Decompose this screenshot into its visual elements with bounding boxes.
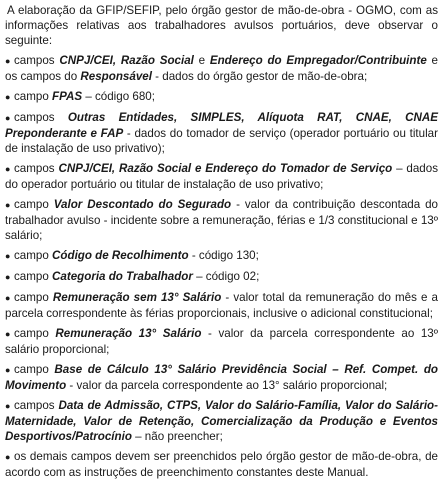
bullet-icon: ● <box>5 272 11 282</box>
document-body <box>0 3 443 480</box>
bullet-icon: ● <box>5 113 11 123</box>
bullet-icon: ● <box>5 452 11 462</box>
bullet-icon: ● <box>5 164 11 174</box>
bullet-icon: ● <box>5 293 11 303</box>
list-item: ● campo Remuneração 13° Salário - valor da parcela correspondente ao 13º salário proporcional; <box>5 327 438 356</box>
bullet-icon: ● <box>5 92 11 102</box>
list-item: ● campos Outras Entidades, SIMPLES, Alíquota RAT, CNAE, CNAE Preponderante e FAP - dados do tomador de serviço (operador portuário ou titular de instalação de uso privativo); <box>5 111 438 155</box>
intro-paragraph: A elaboração da GFIP/SEFIP, pelo órgão gestor de mão-de-obra - OGMO, com as informações relativas aos trabalhadores avulsos portuários, deve observar o seguinte: <box>5 4 438 47</box>
bullet-icon: ● <box>5 401 11 411</box>
list-item: ● campos CNPJ/CEI, Razão Social e Endereço do Tomador de Serviço – dados do operador portuário ou titular de instalação de uso privativo; <box>5 162 438 191</box>
list-item: ● os demais campos devem ser preenchidos pelo órgão gestor de mão-de-obra, de acordo com as instruções de preenchimento constantes deste Manual. <box>5 450 438 479</box>
bullet-icon: ● <box>5 56 11 66</box>
bullet-icon: ● <box>5 200 11 210</box>
list-item: ● campo Valor Descontado do Segurado - valor da contribuição descontada do trabalhador avulso - incidente sobre a remuneração, férias e 1/3 constitucional e 13º salário; <box>5 198 439 242</box>
list-item: ● campos CNPJ/CEI, Razão Social e Endereço do Empregador/Contribuinte e os campos do Responsável - dados do órgão gestor de mão-de-obra; <box>5 54 438 83</box>
bullet-icon: ● <box>5 251 11 261</box>
list-item: ● campo FPAS – código 680; <box>5 90 155 103</box>
list-item: ● campo Código de Recolhimento - código 130; <box>5 249 259 262</box>
list-item: ● campo Remuneração sem 13° Salário - valor total da remuneração do mês e a parcela correspondente às férias proporcionais, inclusive o adicional constitucional; <box>5 291 438 320</box>
list-item: ● campo Base de Cálculo 13° Salário Previdência Social – Ref. Compet. do Movimento - valor da parcela correspondente ao 13° salário proporcional; <box>5 363 438 392</box>
bullet-icon: ● <box>5 365 11 375</box>
list-item: ● campos Data de Admissão, CTPS, Valor do Salário-Família, Valor do Salário-Maternidade, Valor de Retenção, Comercialização da Produção e Eventos Desportivos/Patrocínio – não preencher; <box>5 399 438 443</box>
list-item: ● campo Categoria do Trabalhador – código 02; <box>5 270 260 283</box>
bullet-icon: ● <box>5 329 11 339</box>
